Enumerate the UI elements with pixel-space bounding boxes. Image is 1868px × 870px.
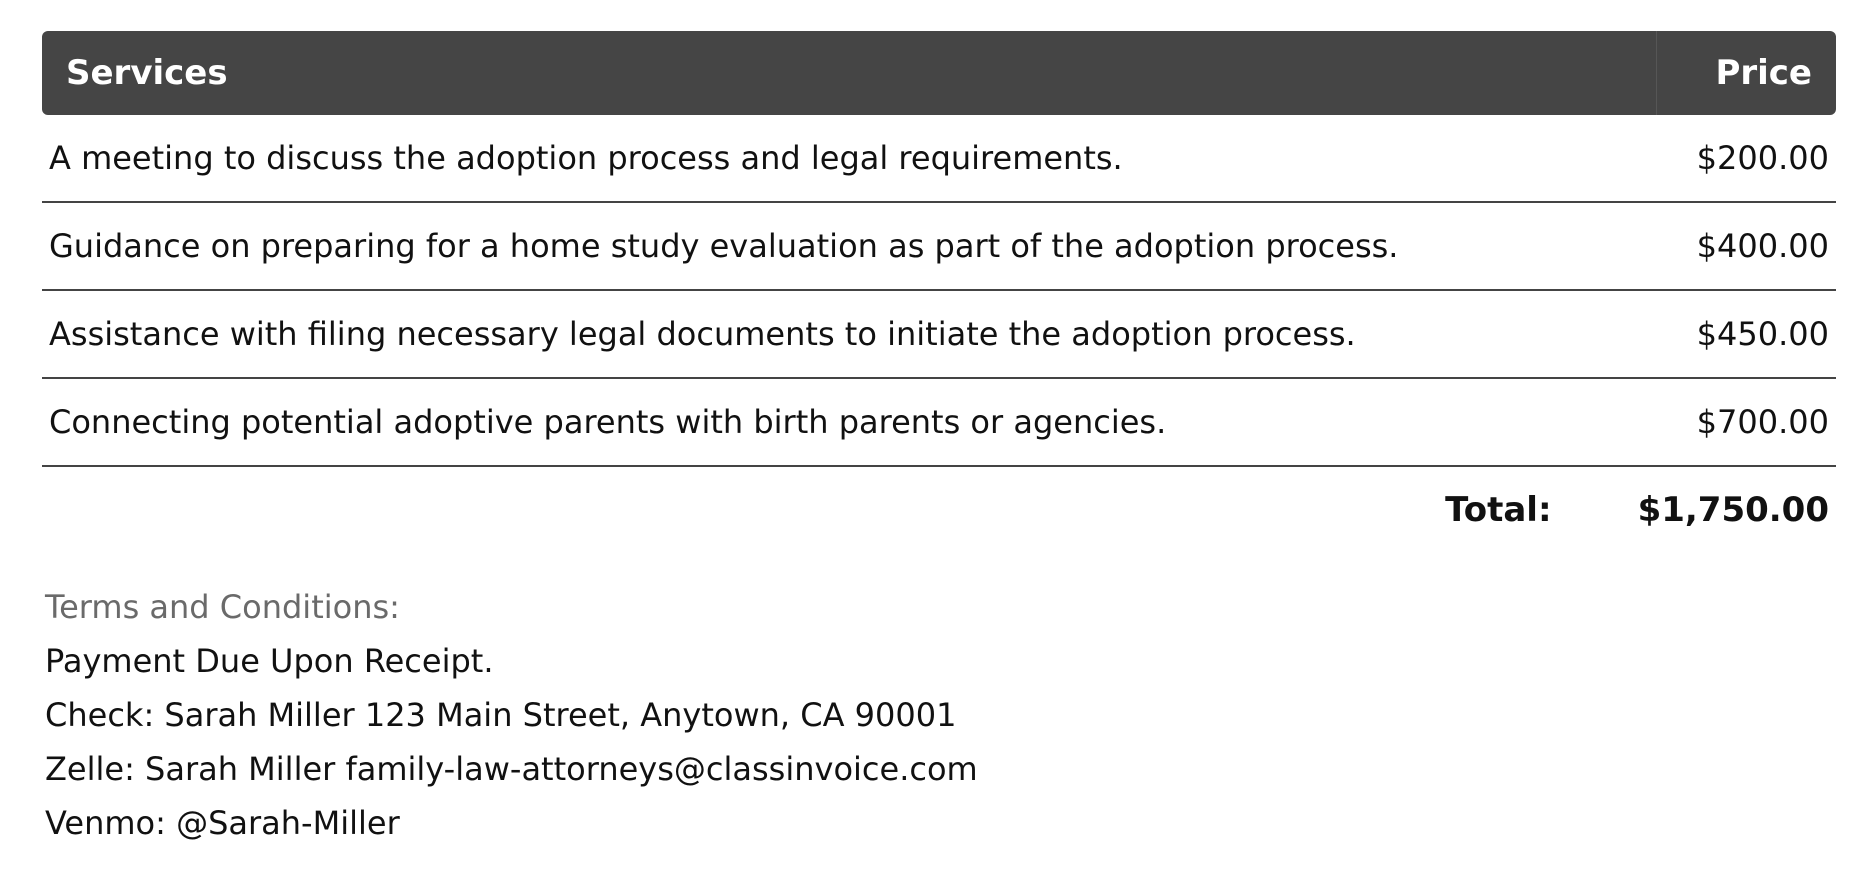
services-column-header: Services <box>66 53 228 93</box>
zelle-payment-line: Zelle: Sarah Miller family-law-attorneys@classinvoice.com <box>45 750 978 788</box>
check-payment-line: Check: Sarah Miller 123 Main Street, Anytown, CA 90001 <box>45 696 957 734</box>
service-price: $700.00 <box>1696 403 1829 441</box>
service-price: $200.00 <box>1696 139 1829 177</box>
services-table <box>42 31 1836 553</box>
venmo-payment-line: Venmo: @Sarah-Miller <box>45 804 400 842</box>
payment-due-line: Payment Due Upon Receipt. <box>45 642 494 680</box>
terms-and-conditions <box>45 580 978 850</box>
table-row <box>42 115 1836 203</box>
service-description: A meeting to discuss the adoption process and legal requirements. <box>49 139 1123 177</box>
price-column-header: Price <box>1656 31 1836 115</box>
service-description: Guidance on preparing for a home study evaluation as part of the adoption process. <box>49 227 1399 265</box>
total-label: Total: <box>1445 490 1552 530</box>
service-price: $450.00 <box>1696 315 1829 353</box>
total-value: $1,750.00 <box>1637 490 1829 530</box>
table-row <box>42 379 1836 467</box>
service-description: Assistance with filing necessary legal documents to initiate the adoption process. <box>49 315 1356 353</box>
service-price: $400.00 <box>1696 227 1829 265</box>
service-description: Connecting potential adoptive parents with birth parents or agencies. <box>49 403 1167 441</box>
table-header <box>42 31 1836 115</box>
table-row <box>42 203 1836 291</box>
table-row <box>42 291 1836 379</box>
total-row <box>42 467 1836 553</box>
terms-title: Terms and Conditions: <box>45 588 400 626</box>
